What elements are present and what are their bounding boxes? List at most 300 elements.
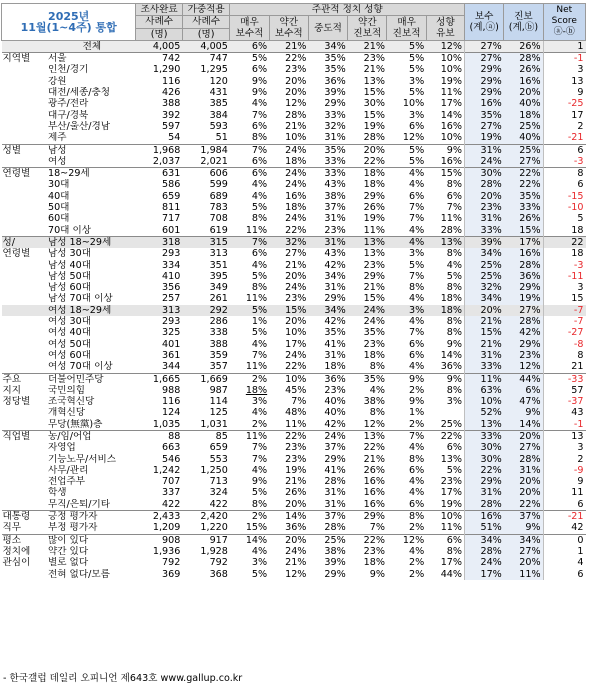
- table-row: [2, 442, 586, 453]
- row-label: 별로 없다: [47, 557, 89, 569]
- percent-cell: 29%: [324, 293, 346, 305]
- header-n2-mid: 사례수: [182, 16, 230, 28]
- percent-cell: 11%: [245, 224, 268, 236]
- sample-count: 707: [162, 476, 181, 488]
- percent-cell: 19%: [363, 120, 385, 132]
- conservative-total: 32%: [465, 282, 504, 293]
- row-category: [2, 442, 47, 453]
- percent-cell: 11%: [440, 87, 463, 99]
- weighted-count: 261: [209, 293, 228, 305]
- percent-cell: 14%: [440, 109, 463, 121]
- sample-count: 410: [162, 270, 181, 282]
- conservative-total: 28%: [465, 546, 504, 557]
- table-row: [2, 156, 586, 168]
- progressive-total: 22%: [504, 499, 543, 511]
- percent-cell: 12%: [363, 418, 385, 430]
- sample-count: 361: [162, 349, 181, 361]
- percent-cell: 2%: [408, 557, 425, 569]
- row-category: [2, 64, 47, 75]
- row-category: [2, 98, 47, 109]
- header-conservative-total: 보수 (계,ⓐ): [465, 4, 504, 41]
- row-category: [2, 110, 47, 121]
- header-n2-top: 가중적용: [182, 4, 230, 16]
- row-category: [2, 87, 47, 98]
- percent-cell: 8%: [446, 384, 463, 396]
- conservative-total: 33%: [465, 361, 504, 373]
- net-score: 15: [543, 293, 585, 304]
- row-category: 지역별: [2, 53, 47, 65]
- row-label: 전혀 없다/모름: [47, 568, 110, 580]
- weighted-count: 324: [209, 487, 228, 499]
- row-label: 광주/전라: [47, 98, 89, 110]
- percent-cell: 6%: [251, 248, 268, 260]
- sample-count: 1,968: [136, 144, 183, 156]
- percent-cell: 9%: [408, 396, 425, 408]
- progressive-total: 34%: [504, 534, 543, 546]
- table-row: [2, 132, 586, 144]
- net-score: 5: [543, 213, 585, 224]
- row-category: 주요: [2, 373, 47, 385]
- percent-cell: 12%: [285, 568, 307, 580]
- conservative-total: 24%: [465, 156, 504, 168]
- source-footnote: - 한국갤럽 데일리 오피니언 제643호 www.gallup.co.kr: [3, 673, 243, 684]
- weighted-count: 313: [209, 248, 228, 260]
- percent-cell: 23%: [363, 338, 385, 350]
- conservative-total: 29%: [465, 476, 504, 487]
- percent-cell: 4%: [408, 293, 425, 305]
- table-row: [2, 168, 586, 180]
- weighted-count: 114: [209, 396, 228, 408]
- sample-count: 124: [162, 407, 181, 419]
- row-label: 여성 40대: [47, 327, 92, 339]
- conservative-total: 19%: [465, 132, 504, 144]
- table-title: [2, 4, 136, 41]
- table-row: [2, 316, 586, 327]
- percent-cell: 48%: [285, 407, 307, 419]
- weighted-count: 783: [209, 202, 228, 214]
- percent-cell: 18%: [285, 155, 307, 167]
- percent-cell: 22%: [269, 430, 308, 442]
- net-score: 17: [543, 110, 585, 121]
- progressive-total: 25%: [504, 121, 543, 132]
- percent-cell: 5%: [387, 144, 426, 156]
- net-score: -10: [543, 202, 585, 213]
- row-label: 남성 60대: [47, 282, 92, 294]
- table-row: [2, 361, 586, 373]
- row-label: 무당(無黨)층: [47, 418, 103, 430]
- progressive-total: 26%: [504, 213, 543, 224]
- percent-cell: 7%: [251, 453, 268, 465]
- row-category: [2, 305, 47, 316]
- row-category: [2, 191, 47, 202]
- percent-cell: 7%: [291, 396, 307, 408]
- percent-cell: 24%: [269, 144, 308, 156]
- weighted-count: 395: [209, 270, 228, 282]
- sample-count: 369: [162, 568, 181, 580]
- row-label: 국민의힘: [47, 384, 86, 396]
- sample-count: 392: [162, 109, 181, 121]
- percent-cell: 4%: [251, 407, 268, 419]
- percent-cell: 4%: [251, 545, 268, 557]
- table-row: [2, 110, 586, 121]
- weighted-count: 689: [209, 190, 228, 202]
- conservative-total: 21%: [465, 316, 504, 327]
- percent-cell: 2%: [408, 522, 425, 534]
- table-row: [2, 327, 586, 338]
- row-category: [2, 156, 47, 168]
- table-row: [2, 339, 586, 350]
- row-category: [2, 260, 47, 271]
- progressive-total: 31%: [504, 465, 543, 476]
- percent-cell: 23%: [363, 545, 385, 557]
- percent-cell: 9%: [369, 568, 385, 580]
- percent-cell: 10%: [426, 511, 464, 523]
- percent-cell: 13%: [348, 430, 387, 442]
- net-score: -3: [543, 156, 585, 168]
- percent-cell: 7%: [408, 327, 425, 339]
- percent-cell: 38%: [324, 190, 346, 202]
- percent-cell: 23%: [285, 64, 307, 76]
- progressive-total: 28%: [504, 53, 543, 65]
- net-score: 22: [543, 236, 585, 248]
- row-label: 50대: [47, 202, 70, 214]
- percent-cell: 8%: [251, 282, 268, 294]
- conservative-total: 31%: [465, 144, 504, 156]
- percent-cell: 8%: [446, 179, 463, 191]
- percent-cell: 13%: [348, 236, 387, 248]
- net-score: 2: [543, 454, 585, 465]
- percent-cell: 7%: [446, 202, 463, 214]
- row-label: 여성: [47, 155, 67, 167]
- progressive-total: 27%: [504, 442, 543, 453]
- percent-cell: 5%: [251, 327, 268, 339]
- weighted-count: 747: [182, 53, 230, 65]
- header-moderate: 중도적: [308, 16, 347, 41]
- row-label: 여성 30대: [47, 316, 92, 328]
- weighted-count: 593: [209, 120, 228, 132]
- weighted-count: 315: [182, 236, 230, 248]
- sample-count: 2,037: [152, 155, 181, 167]
- percent-cell: 1%: [408, 407, 425, 419]
- conservative-total: 27%: [465, 40, 504, 52]
- table-row: [2, 305, 586, 316]
- conservative-total: 13%: [465, 419, 504, 431]
- net-score: 6: [543, 569, 585, 580]
- percent-cell: 6%: [230, 168, 269, 180]
- row-category: [2, 339, 47, 350]
- percent-cell: 10%: [426, 53, 464, 65]
- conservative-total: 17%: [465, 569, 504, 580]
- table-row: [2, 260, 586, 271]
- percent-cell: 18%: [245, 384, 268, 396]
- conservative-total: 30%: [465, 442, 504, 453]
- percent-cell: 4%: [251, 98, 268, 110]
- weighted-count: 422: [209, 498, 228, 510]
- percent-cell: 29%: [324, 98, 346, 110]
- percent-cell: 8%: [408, 282, 425, 294]
- conservative-total: 29%: [465, 64, 504, 75]
- row-label: 서울: [47, 53, 136, 65]
- percent-cell: 5%: [230, 305, 269, 316]
- progressive-total: 28%: [504, 454, 543, 465]
- net-score: 6: [543, 144, 585, 156]
- row-category: 연령별: [2, 168, 47, 180]
- net-score: -8: [543, 339, 585, 350]
- percent-cell: 7%: [408, 270, 425, 282]
- percent-cell: 2%: [230, 373, 269, 385]
- row-label: 남성 70대 이상: [47, 293, 113, 305]
- conservative-total: 23%: [465, 202, 504, 213]
- percent-cell: 12%: [426, 40, 464, 52]
- percent-cell: 22%: [285, 361, 307, 373]
- table-row: [2, 534, 586, 546]
- conservative-total: 29%: [465, 87, 504, 98]
- header-group: 주관적 정치 성향: [230, 4, 465, 16]
- percent-cell: 31%: [324, 282, 346, 294]
- sample-count: 388: [162, 98, 181, 110]
- table-row: [2, 191, 586, 202]
- percent-cell: 38%: [363, 396, 385, 408]
- table-row: [2, 487, 586, 498]
- weighted-count: 368: [209, 568, 228, 580]
- net-score: 6: [543, 179, 585, 190]
- conservative-total: 39%: [465, 236, 504, 248]
- weighted-count: 292: [182, 305, 230, 316]
- weighted-count: 286: [209, 316, 228, 328]
- percent-cell: 3%: [408, 75, 425, 87]
- conservative-total: 30%: [465, 168, 504, 180]
- conservative-total: 25%: [465, 271, 504, 282]
- percent-cell: 11%: [245, 361, 268, 373]
- row-category: [2, 271, 47, 282]
- weighted-count: 606: [182, 168, 230, 180]
- sample-count: 2,433: [136, 511, 183, 523]
- row-label: 대전/세종/충청: [47, 87, 111, 99]
- percent-cell: 19%: [440, 498, 463, 510]
- row-category: 평소: [2, 534, 47, 546]
- percent-cell: 4%: [408, 316, 425, 328]
- row-label: 대구/경북: [47, 109, 89, 121]
- header-net-score: Net Score ⓐ-ⓑ: [543, 4, 585, 41]
- percent-cell: 13%: [363, 248, 385, 260]
- percent-cell: 8%: [446, 282, 463, 294]
- percent-cell: 16%: [440, 120, 463, 132]
- percent-cell: 37%: [308, 511, 347, 523]
- net-score: -1: [543, 53, 585, 65]
- percent-cell: 24%: [363, 316, 385, 328]
- percent-cell: 18%: [348, 168, 387, 180]
- progressive-total: 40%: [504, 132, 543, 144]
- net-score: 9: [543, 476, 585, 487]
- sample-count: 337: [162, 487, 181, 499]
- conservative-total: 22%: [465, 465, 504, 476]
- percent-cell: 5%: [408, 87, 425, 99]
- percent-cell: 24%: [285, 179, 307, 191]
- conservative-total: 31%: [465, 213, 504, 224]
- percent-cell: 5%: [251, 568, 268, 580]
- percent-cell: 24%: [269, 168, 308, 180]
- row-label: 전업주부: [47, 476, 86, 488]
- row-category: [2, 465, 47, 476]
- percent-cell: 4%: [251, 338, 268, 350]
- net-score: -27: [543, 327, 585, 338]
- conservative-total: 29%: [465, 76, 504, 87]
- sample-count: 546: [162, 453, 181, 465]
- percent-cell: 21%: [285, 120, 307, 132]
- row-label: 부산/울산/경남: [47, 120, 111, 132]
- sample-count: 742: [136, 53, 183, 65]
- percent-cell: 17%: [440, 487, 463, 499]
- progressive-total: 35%: [504, 191, 543, 202]
- net-score: 9: [543, 87, 585, 98]
- percent-cell: 42%: [324, 316, 346, 328]
- row-label: 40대: [47, 190, 70, 202]
- row-label: 많이 있다: [47, 534, 136, 546]
- sample-count: 325: [162, 327, 181, 339]
- percent-cell: 20%: [348, 144, 387, 156]
- table-row: [2, 236, 586, 248]
- percent-cell: 1%: [251, 316, 268, 328]
- progressive-total: 33%: [504, 202, 543, 213]
- table-row: [2, 98, 586, 109]
- row-category: [2, 76, 47, 87]
- progressive-total: 36%: [504, 271, 543, 282]
- row-category: [2, 407, 47, 418]
- percent-cell: 31%: [324, 132, 346, 144]
- row-category: [2, 361, 47, 373]
- row-category: 성/: [2, 236, 47, 248]
- table-row: [2, 76, 586, 87]
- percent-cell: 23%: [285, 453, 307, 465]
- percent-cell: 34%: [308, 305, 347, 316]
- table-row: [2, 282, 586, 293]
- percent-cell: 33%: [324, 155, 346, 167]
- row-category: [2, 225, 47, 237]
- progressive-total: 27%: [504, 305, 543, 316]
- percent-cell: 13%: [426, 236, 464, 248]
- percent-cell: 15%: [245, 522, 268, 534]
- net-score: -11: [543, 271, 585, 282]
- conservative-total: 16%: [465, 98, 504, 109]
- percent-cell: 21%: [285, 557, 307, 569]
- conservative-total: 31%: [465, 487, 504, 498]
- row-label: 60대: [47, 213, 70, 225]
- table-row: [2, 569, 586, 580]
- net-score: -15: [543, 191, 585, 202]
- percent-cell: 28%: [285, 109, 307, 121]
- net-score: -37: [543, 396, 585, 407]
- percent-cell: 25%: [440, 418, 463, 430]
- percent-cell: 6%: [408, 498, 425, 510]
- percent-cell: 40%: [324, 407, 346, 419]
- percent-cell: 43%: [324, 248, 346, 260]
- percent-cell: 4%: [408, 545, 425, 557]
- conservative-total: 15%: [465, 327, 504, 338]
- percent-cell: 32%: [269, 236, 308, 248]
- weighted-count: 120: [209, 75, 228, 87]
- percent-cell: 3%: [251, 557, 268, 569]
- net-score: 6: [543, 499, 585, 511]
- progressive-total: 47%: [504, 396, 543, 407]
- net-score: 8: [543, 168, 585, 180]
- header-progressive-total: 진보 (계,ⓑ): [504, 4, 543, 41]
- weighted-count: 659: [209, 442, 228, 454]
- weighted-count: 351: [209, 259, 228, 271]
- row-category: [2, 121, 47, 132]
- row-label: 남성 30대: [47, 248, 92, 260]
- row-label: 자영업: [47, 442, 76, 454]
- percent-cell: 22%: [426, 430, 464, 442]
- percent-cell: 4%: [387, 236, 426, 248]
- sample-count: 792: [162, 557, 181, 569]
- progressive-total: 37%: [504, 511, 543, 523]
- conservative-total: 21%: [465, 339, 504, 350]
- percent-cell: 7%: [251, 442, 268, 454]
- weighted-count: 338: [209, 327, 228, 339]
- net-score: -9: [543, 465, 585, 476]
- percent-cell: 44%: [440, 568, 463, 580]
- percent-cell: 35%: [348, 373, 387, 385]
- percent-cell: 25%: [308, 534, 347, 546]
- table-row: [2, 430, 586, 442]
- percent-cell: 10%: [285, 132, 307, 144]
- percent-cell: 8%: [369, 407, 385, 419]
- percent-cell: 16%: [363, 476, 385, 488]
- table-row: [2, 396, 586, 407]
- percent-cell: 12%: [285, 98, 307, 110]
- sample-count: 586: [162, 179, 181, 191]
- percent-cell: 4%: [251, 259, 268, 271]
- weighted-count: 553: [209, 453, 228, 465]
- conservative-total: 27%: [465, 121, 504, 132]
- percent-cell: 23%: [285, 293, 307, 305]
- net-score: -7: [543, 316, 585, 327]
- percent-cell: 14%: [269, 511, 308, 523]
- table-row: [2, 454, 586, 465]
- weighted-count: 1,295: [200, 64, 228, 76]
- progressive-total: 22%: [504, 179, 543, 190]
- percent-cell: 31%: [308, 236, 347, 248]
- conservative-total: 33%: [465, 430, 504, 442]
- table-row: [2, 248, 586, 259]
- percent-cell: 29%: [324, 453, 346, 465]
- table-row: [2, 373, 586, 385]
- percent-cell: 21%: [363, 453, 385, 465]
- percent-cell: 3%: [446, 396, 463, 408]
- net-score: -33: [543, 373, 585, 385]
- progressive-total: 6%: [504, 385, 543, 396]
- percent-cell: 21%: [285, 259, 307, 271]
- percent-cell: 21%: [348, 40, 387, 52]
- conservative-total: 20%: [465, 191, 504, 202]
- percent-cell: 6%: [230, 40, 269, 52]
- sample-count: 908: [136, 534, 183, 546]
- percent-cell: 4%: [369, 384, 385, 396]
- progressive-total: 9%: [504, 522, 543, 534]
- percent-cell: 4%: [408, 476, 425, 488]
- percent-cell: 26%: [363, 464, 385, 476]
- percent-cell: 42%: [324, 259, 346, 271]
- percent-cell: 28%: [363, 132, 385, 144]
- progressive-total: 20%: [504, 476, 543, 487]
- weighted-count: 1,928: [200, 545, 228, 557]
- percent-cell: 6%: [408, 120, 425, 132]
- percent-cell: 16%: [440, 155, 463, 167]
- row-label: 약간 있다: [47, 545, 89, 557]
- percent-cell: 28%: [440, 224, 463, 236]
- table-row: [2, 87, 586, 98]
- percent-cell: 16%: [363, 487, 385, 499]
